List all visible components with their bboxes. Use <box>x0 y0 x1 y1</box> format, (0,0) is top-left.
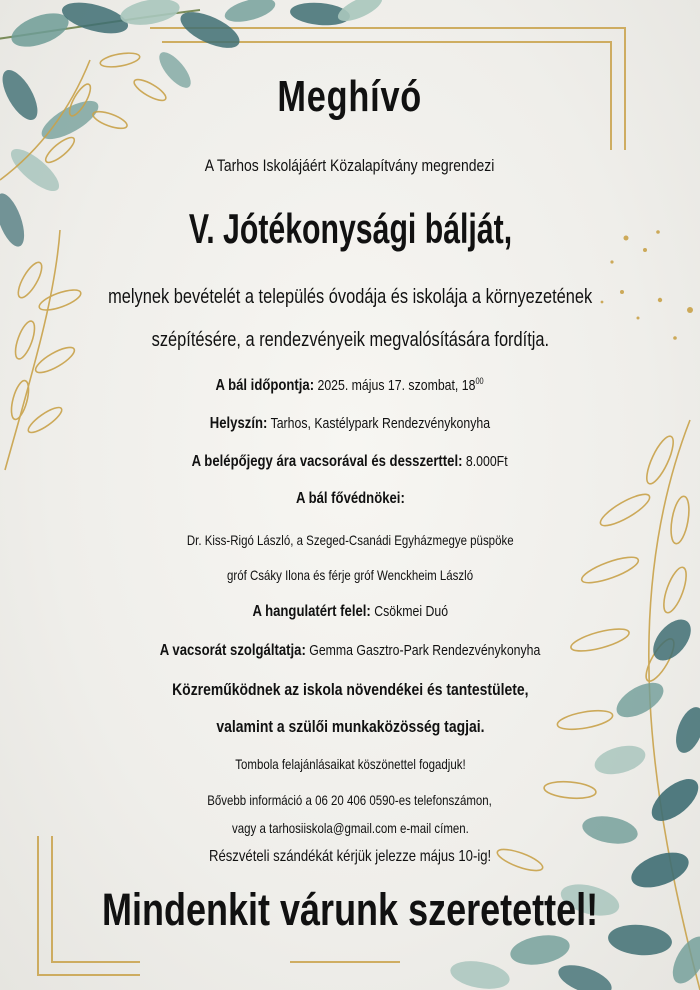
dinner-label: A vacsorát szolgáltatja: <box>159 642 306 659</box>
location-value: Tarhos, Kastélypark Rendezvénykonyha <box>270 415 491 432</box>
event-date <box>0 376 700 395</box>
music-value: Csökmei Duó <box>373 603 448 620</box>
patrons-heading: A bál fővédnökei: <box>295 490 405 507</box>
purpose-line-2: szépítésére, a rendezvényeik megvalósítására fordítja. <box>151 329 549 351</box>
invitation-title: Meghívó <box>277 72 423 121</box>
patron-2: gróf Csáky Ilona és férje gróf Wenckheim László <box>226 567 474 583</box>
contributors-line-2: valamint a szülői munkaközösség tagjai. <box>215 717 485 736</box>
event-location <box>0 415 700 433</box>
ticket-price <box>0 453 700 471</box>
date-time-superscript: 00 <box>475 376 485 386</box>
date-value: 2025. május 17. szombat, 18 <box>317 377 476 394</box>
rsvp-line: Részvételi szándékát kérjük jelezze május 10-ig! <box>208 848 492 865</box>
patron-1: Dr. Kiss-Rigó László, a Szeged-Csanádi Egyházmegye püspöke <box>186 532 514 548</box>
raffle-line: Tombola felajánlásaikat köszönettel fogadjuk! <box>234 756 466 772</box>
closing-line: Mindenkit várunk szeretettel! <box>101 884 599 935</box>
music-line <box>0 603 700 621</box>
contact-line-1: Bővebb információ a 06 20 406 0590-es telefonszámon, <box>207 792 493 808</box>
dinner-value: Gemma Gasztro-Park Rendezvénykonyha <box>309 642 541 659</box>
organizer-line: A Tarhos Iskolájáért Közalapítvány megrendezi <box>205 156 495 175</box>
location-label: Helyszín: <box>209 415 268 432</box>
date-label: A bál időpontja: <box>215 377 315 394</box>
contact-line-2: vagy a tarhosiiskola@gmail.com e-mail címen. <box>231 820 469 836</box>
music-label: A hangulatért felel: <box>252 603 371 620</box>
ticket-value: 8.000Ft <box>466 453 508 470</box>
purpose-line-1: melynek bevételét a település óvodája és iskolája a környezetének <box>107 286 593 308</box>
dinner-line <box>0 642 700 660</box>
ticket-label: A belépőjegy ára vacsorával és desszerttel: <box>192 453 463 470</box>
event-name: V. Jótékonysági bálját, <box>188 205 512 252</box>
contributors-line-1: Közreműködnek az iskola növendékei és tantestülete, <box>171 680 529 699</box>
